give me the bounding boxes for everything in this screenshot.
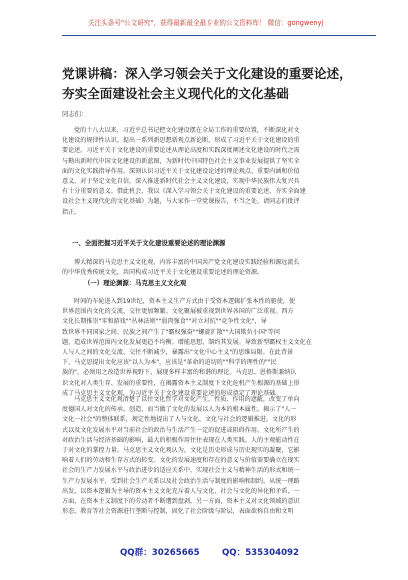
- text-line: 时间的车轮进入到19世纪，资本主义生产方式由于受资本逻辑扩张本性的驱使，使: [74, 298, 296, 305]
- text-line: 博大精深的马克思主义文化观、内容丰富的中国共产党文化建设实践经验和源远流长: [74, 259, 300, 266]
- text-line: 形态、教育等社会资源进行垄断与控制，固化了社会阶级与阶层，表面欲称自由和文明: [62, 508, 294, 516]
- section1-paragraph: [62, 258, 376, 278]
- text-line: 方面，在资本主义制度下的劳动者不断遭到盘剥，另一方面，资本主义对文化领域的意识: [62, 498, 300, 506]
- text-line: 的中华优秀传统文化，共同构成习近平关于文化建设重要论述的理论资源。: [62, 269, 264, 277]
- text-line: 识文化对人类生存、发展的重要性，在揭露资本主义制度下文化危机产生根源的基础上形: [62, 379, 300, 387]
- text-line: 世界范围内文化的交流、交往更加频繁。文化聚展被重视到世界各国的广泛重视。西方: [62, 308, 294, 316]
- text-line: 文化长期推崇"零和游戏""丛林法则""弱肉强食""对立对抗""竞争性文化"，导: [62, 318, 267, 326]
- text-line: 成了马克思主义文化观，为习近平关于文化建设重要论述的形成奠定了理论基础。: [62, 389, 282, 397]
- text-line: 出发，以资本逻辑为主导的资本主义文化充斥着人与文化、社会与文化的异化和矛盾，一: [62, 487, 300, 495]
- text-line: 于对文化的掌控力量。马克思主义文化观认为，文化是历史形成与历史现实的凝聚，它影: [62, 447, 300, 455]
- text-line: 度德国人对文化的传承、创造，而当做了文化的发展以人为本的根本属性。揭示了"人一: [62, 406, 297, 414]
- qq-contact-number: QQ：535304092: [222, 548, 300, 558]
- text-line: 对政治生活与经济基础的影响，最大的积极作用往往表现在人类实践。人的主观能动性在: [62, 436, 300, 444]
- subsection-heading: （一）理论渊源：马克思主义文化观: [84, 279, 187, 287]
- text-line: 有十分重要的意义。借此机会，我以《深入学习领会关于文化建设的重要论述，夯实全面建: [62, 188, 306, 196]
- text-line: 题，造成世界范围内文化发展更趋不均衡。增能思想，制约其发展。导致新型霸权主义文化在: [62, 338, 312, 346]
- text-line: 致世界不同国家之间、民族之间产生了"霸权强奋""螺旋扩散""大国欺负小国"等问: [62, 328, 280, 336]
- text-line: 指正。: [62, 208, 81, 216]
- text-line: 党的十八大以来，习近平总书记把文化建设摆在全局工作的重要位置，不断深化对文: [74, 127, 300, 134]
- text-line: 族的"，必须用之改造世界视野下，展现多样丰富的和谐的理论。马克思、恩格斯兼纳认: [62, 369, 297, 377]
- subsection1-paragraph: [62, 297, 376, 399]
- text-line: 与勘出新时代中国文化建设的新蓝图，为新时代中国特色社会主义事业发展提供了坚实全: [62, 157, 300, 165]
- qq-group-number: QQ群：30265665: [120, 548, 200, 558]
- text-line: 马克思主义文化观清楚了以往文化哲学对文化产生、性质、作用的遮蔽，改变了单向: [74, 396, 300, 403]
- text-line: 设社会主义现代化的文化基础》为题，与大家作一堂党课报告，不当之处，请同志们批评: [62, 198, 300, 206]
- text-line: 人与人之间的文化交流、交往不断减少，暴露出"文化中心主义"的思维局限。在此背景: [62, 349, 294, 357]
- text-line: 化建设的规律性认识，提出一系列新思想新观点新论断，形成了习近平关于文化建设的重: [62, 137, 300, 145]
- text-line: 下，马克思提出文化应该"以人为本"，应该是"革命的迫切的""科学的理性的""民: [62, 359, 277, 367]
- text-line: 意义，对于坚定文化自信，深入推进新时代社会主义文化建设，实现中华民族伟大复兴具: [62, 178, 300, 186]
- section-heading: 一、全面把握习近平关于文化建设重要论述的理论渊源: [72, 239, 226, 247]
- text-line: 响着人们的劳动和生存方式的转变。文化的发展速度和存在的意义与价值需要确立在现实: [62, 457, 300, 465]
- text-line: 生产力发展水平，受到社会生产关系以及社会政治生活与制度的影响和制约。从统一理路: [62, 477, 300, 485]
- intro-paragraph: [62, 126, 376, 218]
- document-title-line2: 夯实全面建设社会主义现代化的文化基础: [62, 86, 289, 101]
- text-line: 面的文化实践指导作用。深刻认识习近平关于文化建设论述的理论观点、重要内涵和价值: [62, 167, 300, 175]
- text-line: 式以及文化发展水平对当前社会的政治与生活产生一定的促进或阻碍作用。文化所产生的: [62, 426, 300, 434]
- greeting: 同志们：: [62, 111, 88, 118]
- promo-banner: 关注头条号"公文研究"，获得最新最全最专业的公文资料库！ 微信：gongwenyj: [88, 19, 324, 27]
- text-line: 社会的生产力发展水平与政治进步的适应关系中，实现社会主义与精神生活的形式和统一: [62, 467, 300, 475]
- text-line: 文化一社会"的整体联系，规定性地提出了人与文化、文化与社会的逻辑推进。文化的形: [62, 416, 297, 424]
- document-title-line1: 党课讲稿：深入学习领会关于文化建设的重要论述，: [62, 66, 352, 81]
- banner-divider: [62, 35, 376, 36]
- paragraph-4: [62, 395, 376, 517]
- text-line: 要论述。习近平关于文化建设的重要论述从理论高度和实践深度阐述文化建设的时代之需: [62, 147, 300, 155]
